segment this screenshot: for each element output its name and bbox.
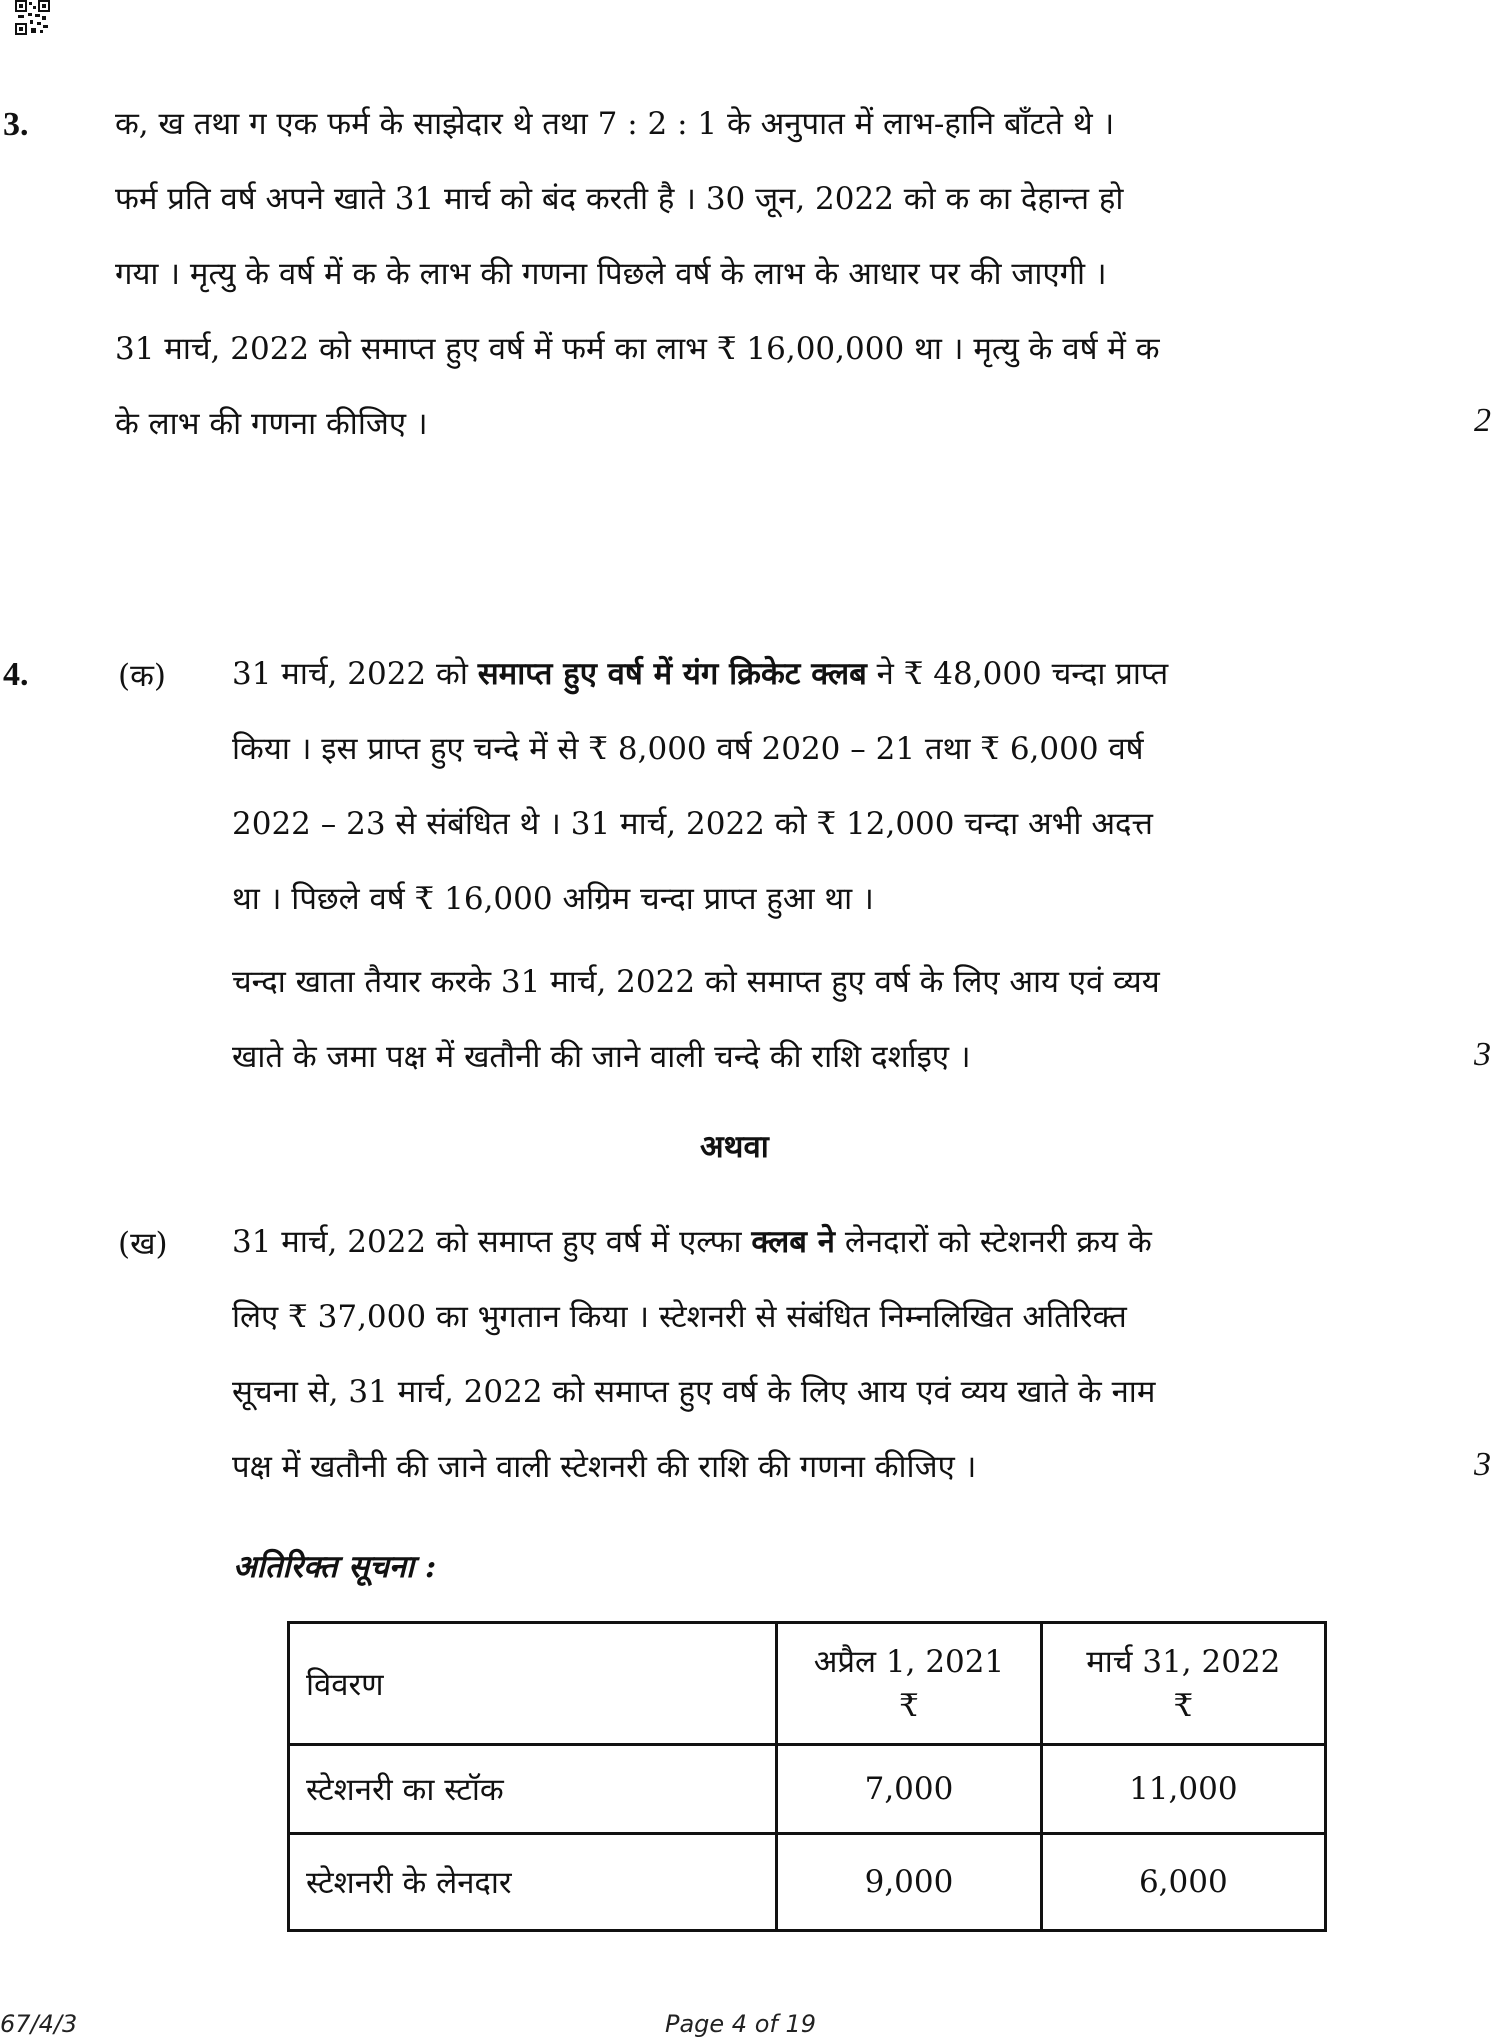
question-text-line <box>232 1037 1412 1077</box>
question-text-line <box>232 1372 1412 1412</box>
text: था । पिछले वर्ष ₹ 16,000 अग्रिम चन्दा प्राप्त हुआ था । <box>232 881 874 917</box>
question-text-line <box>115 404 1412 444</box>
table-header-cell <box>777 1623 1041 1745</box>
question-text-line <box>115 179 1412 219</box>
text-run: ने ₹ 48,000 चन्दा प्राप्त <box>866 656 1169 692</box>
additional-info-heading: अतिरिक्त सूचना : <box>233 1549 437 1585</box>
text: चन्दा खाता तैयार करके 31 मार्च, 2022 को समाप्त हुए वर्ष के लिए आय एवं व्यय <box>232 964 1160 1000</box>
marks: 3 <box>1474 1446 1491 1483</box>
text: 31 मार्च, 2022 को समाप्त हुए वर्ष में फर्म का लाभ ₹ 16,00,000 था । मृत्यु के वर्ष में क <box>115 331 1160 367</box>
table-cell: 9,000 <box>777 1834 1041 1931</box>
text: गया । मृत्यु के वर्ष में क के लाभ की गणना पिछले वर्ष के लाभ के आधार पर की जाएगी । <box>115 256 1107 292</box>
question-text-line <box>232 1447 1412 1487</box>
question-text-line <box>232 804 1412 844</box>
table-header-cell <box>289 1623 777 1745</box>
question-text-line <box>232 1297 1412 1337</box>
marks: 3 <box>1474 1036 1491 1073</box>
question-text-line <box>232 879 1412 919</box>
table-cell: 7,000 <box>777 1745 1041 1834</box>
text-run: लेनदारों को स्टेशनरी क्रय के <box>835 1224 1152 1260</box>
table-cell: 11,000 <box>1041 1745 1325 1834</box>
question-text-line <box>232 729 1412 769</box>
text-run: 31 मार्च, 2022 को समाप्त हुए वर्ष में एल्फा <box>232 1224 752 1260</box>
text <box>232 654 1168 694</box>
question-text-line <box>115 254 1412 294</box>
or-separator: अथवा <box>700 1129 769 1165</box>
part-label: (ख) <box>118 1226 168 1262</box>
paper-code: 67/4/3 <box>0 2010 78 2038</box>
stationery-info-table <box>287 1621 1327 1932</box>
question-text-line <box>232 654 1412 694</box>
text: 2022 – 23 से संबंधित थे । 31 मार्च, 2022 को ₹ 12,000 चन्दा अभी अदत्त <box>232 806 1153 842</box>
text: किया । इस प्राप्त हुए चन्दे में से ₹ 8,000 वर्ष 2020 – 21 तथा ₹ 6,000 वर्ष <box>232 731 1144 767</box>
text: सूचना से, 31 मार्च, 2022 को समाप्त हुए वर्ष के लिए आय एवं व्यय खाते के नाम <box>232 1374 1156 1410</box>
page-number: Page 4 of 19 <box>665 2010 817 2038</box>
text: लिए ₹ 37,000 का भुगतान किया । स्टेशनरी से संबंधित निम्नलिखित अतिरिक्त <box>232 1299 1127 1335</box>
question-text-line <box>232 1222 1412 1262</box>
table-header-row <box>289 1623 1326 1745</box>
bold-text-run: क्लब ने <box>751 1224 836 1260</box>
question-number: 4. <box>3 656 29 693</box>
question-text-line <box>115 104 1412 144</box>
header-title: मार्च 31, 2022 <box>1086 1643 1281 1680</box>
qr-code-icon <box>15 0 50 35</box>
marks: 2 <box>1474 402 1491 439</box>
text: के लाभ की गणना कीजिए । <box>115 406 428 442</box>
bold-text-run: समाप्त हुए वर्ष में यंग क्रिकेट क्लब <box>477 656 867 692</box>
table-header-cell <box>1041 1623 1325 1745</box>
question-text-line <box>115 329 1412 369</box>
rupee-unit: ₹ <box>899 1687 919 1724</box>
table-cell: 6,000 <box>1041 1834 1325 1931</box>
part-label: (क) <box>118 658 166 694</box>
text-run: 31 मार्च, 2022 को <box>232 656 478 692</box>
text: पक्ष में खतौनी की जाने वाली स्टेशनरी की राशि की गणना कीजिए । <box>232 1449 977 1485</box>
table-row <box>289 1745 1326 1834</box>
header-title: विवरण <box>306 1666 384 1703</box>
text: क, ख तथा ग एक फर्म के साझेदार थे तथा 7 : 2 : 1 के अनुपात में लाभ-हानि बाँटते थे । <box>115 106 1115 142</box>
question-number: 3. <box>3 106 29 143</box>
table-cell: स्टेशनरी के लेनदार <box>289 1834 777 1931</box>
question-text-line <box>232 962 1412 1002</box>
table-row <box>289 1834 1326 1931</box>
rupee-unit: ₹ <box>1173 1687 1194 1724</box>
header-title: अप्रैल 1, 2021 <box>813 1643 1005 1680</box>
text: खाते के जमा पक्ष में खतौनी की जाने वाली चन्दे की राशि दर्शाइए । <box>232 1039 971 1075</box>
table-cell: स्टेशनरी का स्टॉक <box>289 1745 777 1834</box>
text: फर्म प्रति वर्ष अपने खाते 31 मार्च को बंद करती है । 30 जून, 2022 को क का देहान्त हो <box>115 181 1124 217</box>
text <box>232 1222 1152 1262</box>
